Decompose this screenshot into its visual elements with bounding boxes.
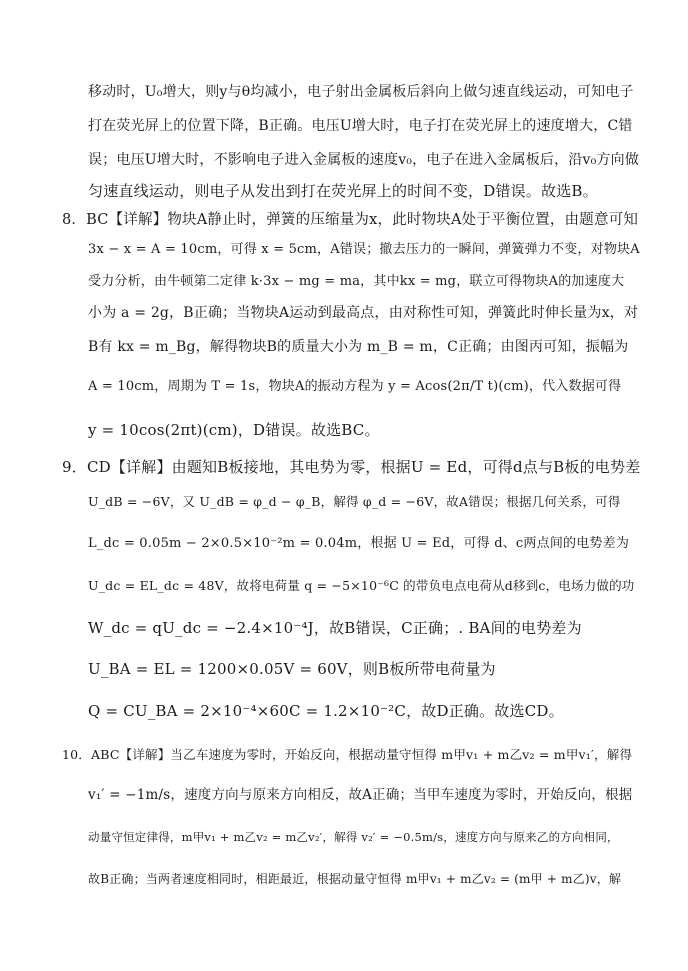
text-line: Q = CU_BA = 2×10⁻⁴×60C = 1.2×10⁻²C，故D正确。故选CD。 bbox=[88, 702, 564, 720]
text-line: 3x − x = A = 10cm，可得 x = 5cm，A错误；撤去压力的一瞬间，弹簧弹力不变，对物块A bbox=[88, 242, 640, 257]
text-line: L_dc = 0.05m − 2×0.5×10⁻²m = 0.04m，根据 U = Ed，可得 d、c两点间的电势差为 bbox=[88, 536, 630, 551]
text-line: 移动时，U₀增大，则y与θ均减小，电子射出金属板后斜向上做匀速直线运动，可知电子 bbox=[88, 84, 634, 100]
text-line: 误；电压U增大时，不影响电子进入金属板的速度v₀，电子在进入金属板后，沿v₀方向做 bbox=[88, 152, 640, 168]
text-line: W_dc = qU_dc = −2.4×10⁻⁴J，故B错误，C正确；. BA间的电势差为 bbox=[88, 619, 582, 637]
text-line: 受力分析，由牛顿第二定律 k·3x − mg = ma，其中kx = mg，联立可得物块A的加速度大 bbox=[88, 274, 625, 289]
text-line: v₁′ = −1m/s，速度方向与原来方向相反，故A正确；当甲车速度为零时，开始反向，根据 bbox=[88, 787, 633, 803]
text-line: A = 10cm，周期为 T = 1s，物块A的振动方程为 y = Acos(2π/T t)(cm)，代入数据可得 bbox=[88, 379, 622, 394]
text-line: y = 10cos(2πt)(cm)，D错误。故选BC。 bbox=[88, 421, 380, 439]
text-line: 10．ABC【详解】当乙车速度为零时，开始反向，根据动量守恒得 m甲v₁ + m乙v₂ = m甲v₁′，解得 bbox=[62, 747, 633, 762]
text-line: 9．CD【详解】由题知B板接地，其电势为零，根据U = Ed，可得d点与B板的电势差 bbox=[62, 458, 641, 476]
text-line: 8．BC【详解】物块A静止时，弹簧的压缩量为x，此时物块A处于平衡位置，由题意可知 bbox=[62, 212, 639, 228]
text-line: U_dc = EL_dc = 48V，故将电荷量 q = −5×10⁻⁶C 的带负电点电荷从d移到c，电场力做的功 bbox=[88, 578, 635, 593]
text-line: U_dB = −6V，又 U_dB = φ_d − φ_B，解得 φ_d = −6V，故A错误；根据几何关系，可得 bbox=[88, 494, 621, 509]
text-line: 小为 a = 2g，B正确；当物块A运动到最高点，由对称性可知，弹簧此时伸长量为x，对 bbox=[88, 305, 639, 321]
text-line: B有 kx = m_Bg，解得物块B的质量大小为 m_B = m，C正确；由图丙可知，振幅为 bbox=[88, 339, 629, 355]
text-line: 故B正确；当两者速度相同时，相距最近，根据动量守恒得 m甲v₁ + m乙v₂ = (m甲 + m乙)v，解 bbox=[88, 872, 622, 886]
text-line: 动量守恒定律得，m甲v₁ + m乙v₂ = m乙v₂′，解得 v₂′ = −0.5m/s，速度方向与原来乙的方向相同， bbox=[88, 830, 619, 844]
text-line: 打在荧光屏上的位置下降，B正确。电压U增大时，电子打在荧光屏上的速度增大，C错 bbox=[88, 118, 633, 134]
text-line: 匀速直线运动，则电子从发出到打在荧光屏上的时间不变，D错误。故选B。 bbox=[88, 182, 598, 200]
text-line: U_BA = EL = 1200×0.05V = 60V，则B板所带电荷量为 bbox=[88, 660, 496, 678]
